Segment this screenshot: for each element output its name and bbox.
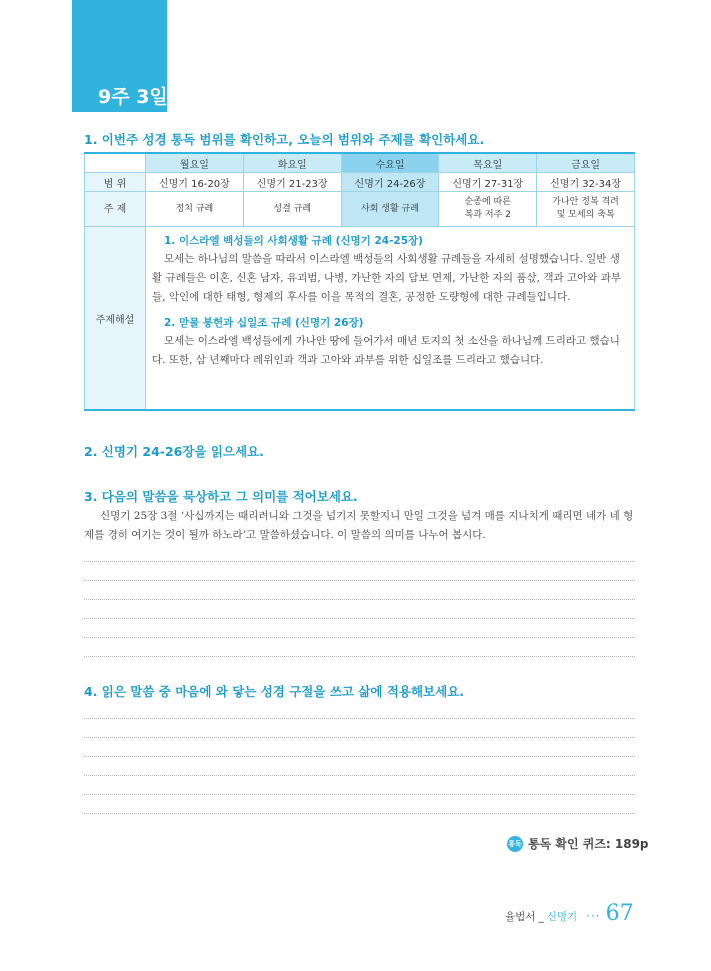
writing-line[interactable] — [84, 637, 635, 638]
page-title: 9주 3일 — [98, 86, 168, 108]
theme-cell — [146, 192, 244, 227]
theme-text: 성결 규례 — [273, 203, 312, 214]
writing-line[interactable] — [84, 775, 635, 776]
theme-text: 복과 저주 2 — [464, 210, 511, 220]
question-2-heading: 2. 신명기 24-26장을 읽으세요. — [84, 444, 264, 459]
theme-row-label: 주 제 — [85, 192, 146, 227]
day-header: 월요일 — [146, 153, 244, 173]
meditation-verse-text: 신명기 25장 3절 ‘사십까지는 때리려니와 그것을 넘기지 못할지니 만일 그것을 넘겨 매를 지나치게 때리면 네가 네 형제를 경히 여기는 것이 될까 하노라’고 말씀하셨습니다. 이 말씀의 의미를 나누어 봅시다. — [84, 510, 634, 541]
page-footer — [505, 901, 634, 926]
footer-separator: _ — [538, 911, 544, 923]
day-header: 화요일 — [243, 153, 341, 173]
theme-text: 및 모세의 축복 — [556, 210, 615, 220]
day-header-today: 수요일 — [341, 153, 439, 173]
writing-line[interactable] — [84, 794, 635, 795]
day-header: 목요일 — [439, 153, 537, 173]
footer-book: 신명기 — [546, 911, 578, 923]
writing-line[interactable] — [84, 561, 635, 562]
writing-line[interactable] — [84, 618, 635, 619]
theme-cell — [537, 192, 635, 227]
quiz-reference — [507, 835, 649, 852]
commentary-heading: 1. 이스라엘 백성들의 사회생활 규례 (신명기 24-25장) — [164, 235, 423, 247]
day-header: 금요일 — [537, 153, 635, 173]
range-row-label: 범 위 — [85, 173, 146, 192]
theme-cell — [243, 192, 341, 227]
writing-line[interactable] — [84, 656, 635, 657]
range-cell-today: 신명기 24-26장 — [341, 173, 439, 192]
commentary-row-label: 주제해설 — [85, 227, 146, 411]
table-corner — [85, 153, 146, 173]
theme-cell-today — [341, 192, 439, 227]
range-cell: 신명기 21-23장 — [243, 173, 341, 192]
question-4-heading: 4. 읽은 말씀 중 마음에 와 닿는 성경 구절을 쓰고 삶에 적용해보세요. — [84, 684, 465, 699]
commentary-text: 모세는 이스라엘 백성들에게 가나안 땅에 들어가서 매년 토지의 첫 소산을 하나님께 드리라고 했습니다. 또한, 삼 년째마다 레위인과 객과 고아와 과부를 위한 십일조를 드리라고 했습니다. — [152, 335, 620, 366]
theme-cell — [439, 192, 537, 227]
writing-line[interactable] — [84, 718, 635, 719]
quiz-text: 통독 확인 퀴즈: 189p — [528, 837, 649, 851]
quiz-icon: 통독 — [507, 836, 523, 852]
theme-text: 정치 규례 — [175, 203, 214, 214]
writing-line[interactable] — [84, 599, 635, 600]
reading-schedule-table — [84, 152, 635, 411]
writing-line[interactable] — [84, 756, 635, 757]
commentary-text: 모세는 하나님의 말씀을 따라서 이스라엘 백성들의 사회생활 규례들을 자세히 설명했습니다. 일반 생활 규례들은 이혼, 신혼 남자, 유괴범, 나병, 가난한 자의 담보 면제, 가난한 자의 품삯, 객과 고아와 과부들, 악인에 대한 태형, 형제의 후사를 이을 목적의 결혼, 공정한 도량형에 대한 규례들입니다. — [152, 253, 622, 303]
writing-line[interactable] — [84, 580, 635, 581]
question-3-heading: 3. 다음의 말씀을 묵상하고 그 의미를 적어보세요. — [84, 489, 358, 504]
writing-line[interactable] — [84, 737, 635, 738]
theme-text: 순종에 따른 — [464, 197, 511, 207]
theme-text: 가나안 정복 격려 — [552, 197, 619, 207]
range-cell: 신명기 27-31장 — [439, 173, 537, 192]
footer-section: 율법서 — [505, 911, 536, 923]
commentary-cell — [146, 227, 635, 411]
footer-dots: ··· — [586, 909, 601, 923]
commentary-heading: 2. 맏물 봉헌과 십일조 규례 (신명기 26장) — [164, 317, 364, 329]
range-cell: 신명기 16-20장 — [146, 173, 244, 192]
theme-text: 사회 생활 규례 — [361, 203, 419, 214]
range-cell: 신명기 32-34장 — [537, 173, 635, 192]
question-1-heading: 1. 이번주 성경 통독 범위를 확인하고, 오늘의 범위와 주제를 확인하세요. — [84, 132, 485, 147]
writing-line[interactable] — [84, 813, 635, 814]
page-number: 67 — [605, 901, 634, 926]
